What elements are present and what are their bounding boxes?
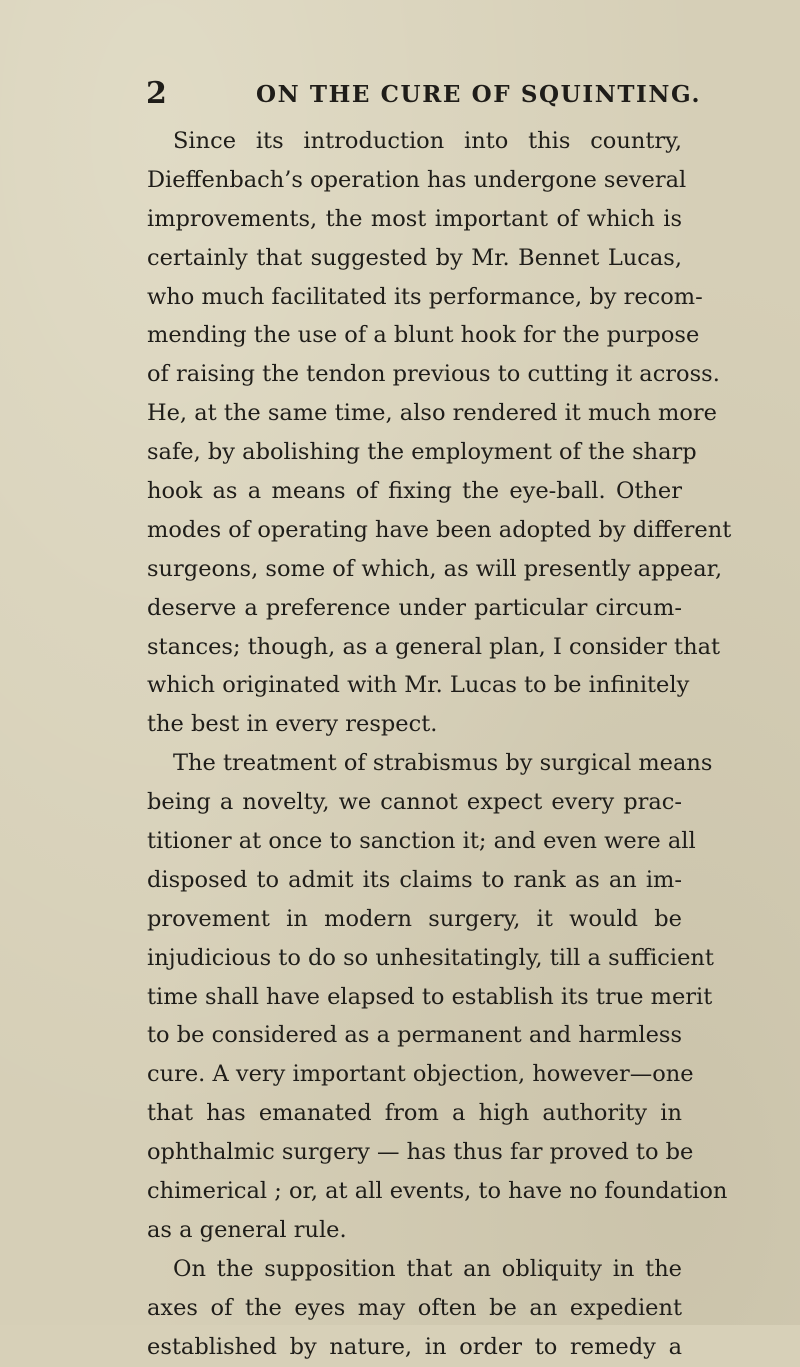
text-line: improvements, the most important of which is (147, 205, 682, 232)
text-line: hook as a means of fixing the eye-ball. Other (147, 478, 682, 505)
text-line: Dieffenbach’s operation has undergone several (147, 166, 687, 193)
page-header (0, 74, 800, 114)
text-line: He, at the same time, also rendered it much more (147, 400, 717, 427)
text-line: chimerical ; or, at all events, to have no foundation (147, 1178, 728, 1205)
page-number: 2 (146, 76, 167, 111)
running-title: ON THE CURE OF SQUINTING. (256, 81, 702, 108)
text-line: to be considered as a permanent and harmless (147, 1022, 682, 1049)
text-line: time shall have elapsed to establish its true merit (147, 983, 713, 1010)
text-line: stances; though, as a general plan, I consider that (147, 633, 721, 660)
text-line: On the supposition that an obliquity in the (173, 1255, 682, 1282)
text-line: who much facilitated its performance, by recom- (147, 283, 703, 310)
text-line: that has emanated from a high authority in (147, 1100, 682, 1127)
body-text (147, 122, 732, 1367)
text-line: cure. A very important objection, however—one (147, 1061, 694, 1088)
text-line: The treatment of strabismus by surgical means (173, 750, 713, 777)
text-line: the best in every respect. (147, 711, 438, 738)
text-line: being a novelty, we cannot expect every prac- (147, 789, 682, 816)
text-line: safe, by abolishing the employment of the sharp (147, 439, 697, 466)
text-line: as a general rule. (147, 1216, 347, 1243)
text-line: deserve a preference under particular circum- (147, 594, 682, 621)
text-line: surgeons, some of which, as will presently appear, (147, 555, 723, 582)
text-line: Since its introduction into this country, (173, 128, 682, 154)
text-line: titioner at once to sanction it; and even were all (147, 828, 696, 855)
text-line: ophthalmic surgery — has thus far proved to be (147, 1139, 694, 1166)
text-line: which originated with Mr. Lucas to be infinitely (147, 672, 690, 699)
text-line: of raising the tendon previous to cutting it across. (147, 361, 720, 388)
text-line: established by nature, in order to remedy a (147, 1333, 682, 1360)
text-line: injudicious to do so unhesitatingly, till a sufficient (147, 944, 714, 971)
text-line: modes of operating have been adopted by different (147, 516, 732, 543)
text-line: certainly that suggested by Mr. Bennet Lucas, (147, 244, 682, 271)
text-line: axes of the eyes may often be an expedient (147, 1294, 682, 1321)
text-line: mending the use of a blunt hook for the purpose (147, 322, 700, 349)
text-line: provement in modern surgery, it would be (147, 905, 682, 932)
text-line: disposed to admit its claims to rank as an im- (147, 866, 682, 893)
